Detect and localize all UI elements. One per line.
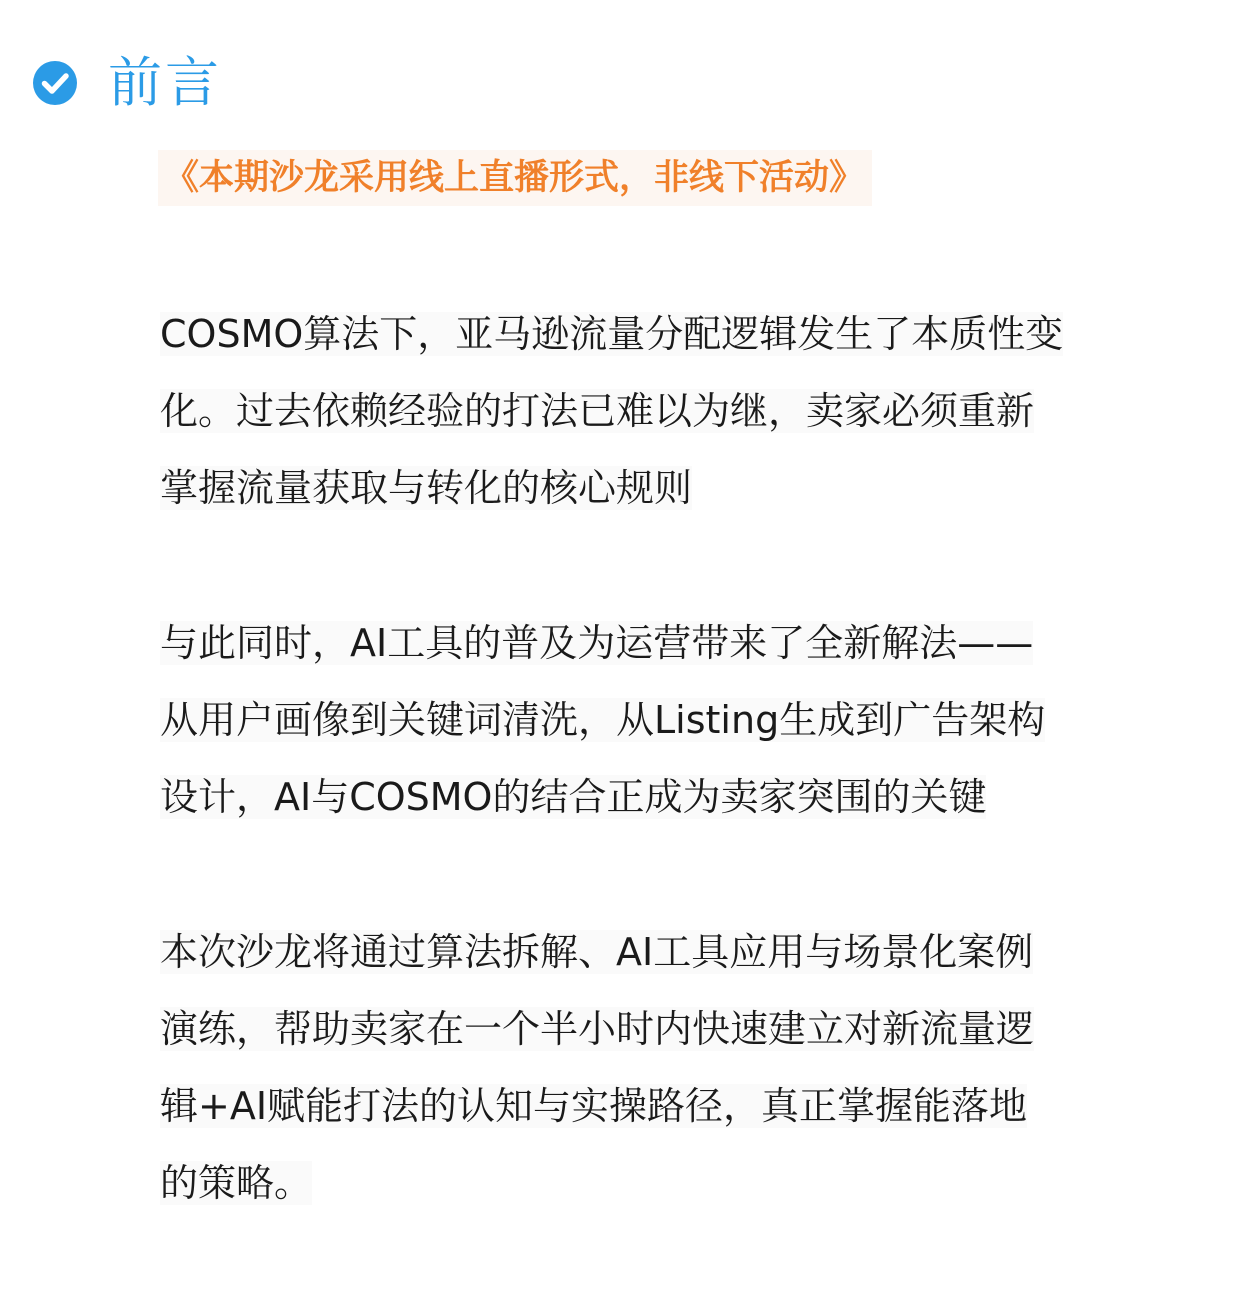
text-line: 掌握流量获取与转化的核心规则 [160,466,693,510]
intro-content [160,296,1150,1300]
paragraph-salon-goal [160,914,1150,1222]
page-title: 前言 [108,51,222,114]
paragraph-cosmo-algorithm [160,296,1150,527]
text-line: 演练，帮助卖家在一个半小时内快速建立对新流量逻 [160,1007,1035,1051]
text-line: 辑+AI赋能打法的认知与实操路径，真正掌握能落地 [160,1084,1028,1128]
text-line: 设计，AI与COSMO的结合正成为卖家突围的关键 [160,775,987,819]
text-line: 的策略。 [160,1161,313,1205]
text-line: 从用户画像到关键词清洗，从Listing生成到广告架构 [160,698,1046,742]
text-line: COSMO算法下，亚马逊流量分配逻辑发生了本质性变 [160,312,1064,356]
check-circle-icon [32,60,78,106]
event-format-notice: 《本期沙龙采用线上直播形式，非线下活动》 [158,150,872,206]
section-header [32,48,222,118]
text-line: 化。过去依赖经验的打法已难以为继，卖家必须重新 [160,389,1035,433]
text-line: 与此同时，AI工具的普及为运营带来了全新解法—— [160,621,1034,665]
text-line: 本次沙龙将通过算法拆解、AI工具应用与场景化案例 [160,930,1034,974]
paragraph-ai-tools [160,605,1150,836]
